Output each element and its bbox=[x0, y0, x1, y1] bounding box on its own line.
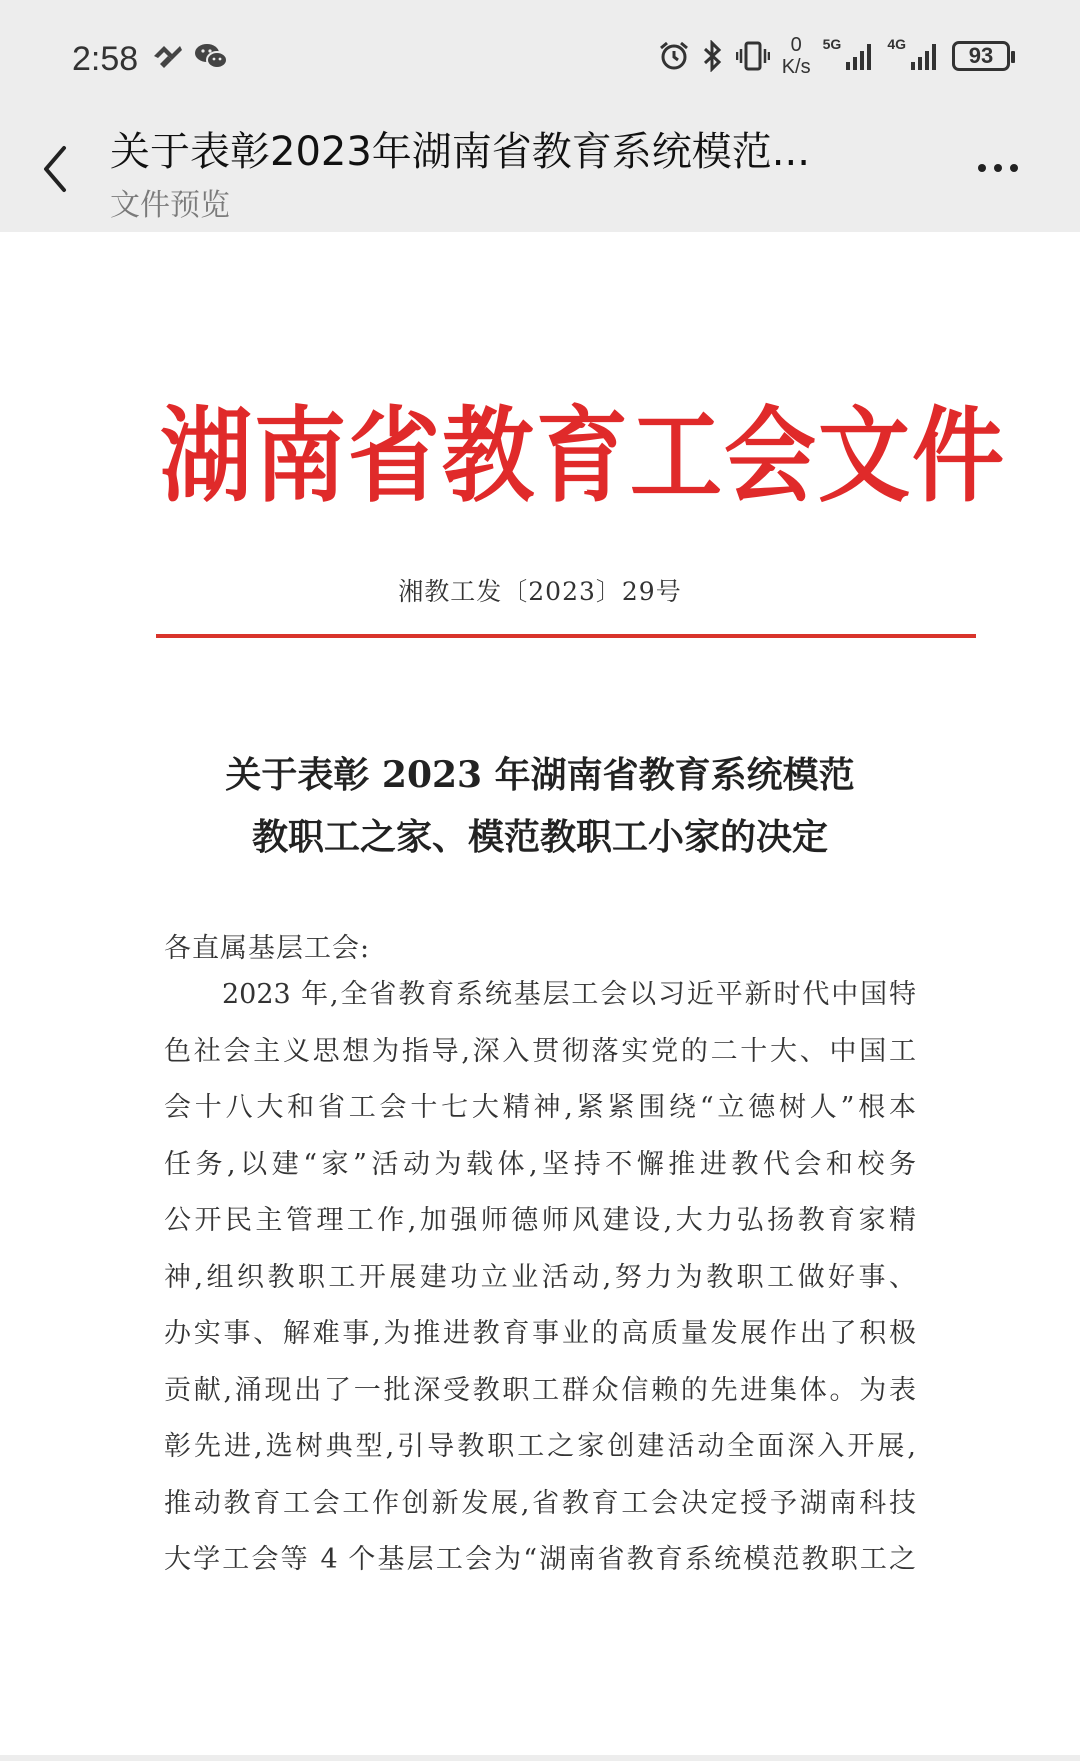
body-line: 推动教育工会工作创新发展,省教育工会决定授予湖南科技 bbox=[164, 1487, 916, 1519]
status-time: 2:58 bbox=[72, 40, 139, 78]
page-title: 关于表彰2023年湖南省教育系统模范... bbox=[110, 129, 810, 175]
signal-5g-icon bbox=[845, 40, 875, 72]
app-header bbox=[0, 108, 1080, 232]
body-line: 会十八大和省工会十七大精神,紧紧围绕“立德树人”根本 bbox=[164, 1092, 916, 1123]
body-line: 办实事、解难事,为推进教育事业的高质量发展作出了积极 bbox=[164, 1318, 916, 1349]
body-line: 贡献,涌现出了一批深受教职工群众信赖的先进集体。为表 bbox=[164, 1374, 916, 1406]
document-number: 湘教工发〔2023〕29号 bbox=[398, 577, 682, 606]
more-dot-icon bbox=[1010, 164, 1018, 172]
network-5g-label: 5G bbox=[822, 36, 842, 52]
wechat-icon bbox=[194, 42, 228, 70]
document-title bbox=[0, 744, 1080, 868]
body-line: 色社会主义思想为指导,深入贯彻落实党的二十大、中国工 bbox=[164, 1035, 916, 1067]
body-line: 彰先进,选树典型,引导教职工之家创建活动全面深入开展, bbox=[164, 1431, 916, 1462]
network-speed-unit: K/s bbox=[781, 56, 811, 78]
more-options-button[interactable] bbox=[968, 148, 1028, 188]
chevron-left-icon bbox=[40, 144, 70, 194]
body-line: 神,组织教职工开展建功立业活动,努力为教职工做好事、 bbox=[164, 1261, 916, 1293]
battery-indicator bbox=[952, 41, 1010, 71]
network-4g-label: 4G bbox=[887, 36, 906, 52]
app-notification-icon bbox=[152, 42, 184, 70]
page-subtitle: 文件预览 bbox=[110, 188, 230, 223]
signal-4g-icon bbox=[910, 40, 940, 72]
red-divider bbox=[156, 634, 976, 638]
bluetooth-icon bbox=[702, 40, 724, 72]
body-line: 2023 年,全省教育系统基层工会以习近平新时代中国特 bbox=[222, 979, 916, 1010]
document-preview[interactable] bbox=[0, 232, 1080, 1761]
document-title-line: 关于表彰 2023 年湖南省教育系统模范 bbox=[225, 754, 855, 796]
more-dot-icon bbox=[978, 164, 986, 172]
document-body bbox=[164, 967, 916, 1589]
battery-level: 93 bbox=[968, 43, 994, 68]
body-line: 公开民主管理工作,加强师德师风建设,大力弘扬教育家精 bbox=[164, 1205, 916, 1236]
network-speed-value: 0 bbox=[790, 34, 802, 56]
status-notification-icons bbox=[152, 42, 228, 70]
alarm-icon bbox=[658, 40, 690, 72]
bottom-edge bbox=[0, 1755, 1080, 1761]
back-button[interactable] bbox=[30, 134, 80, 204]
salutation: 各直属基层工会: bbox=[164, 933, 371, 964]
more-dot-icon bbox=[994, 164, 1002, 172]
document-header-title: 湖南省教育工会文件 bbox=[160, 395, 1007, 517]
status-bar bbox=[0, 0, 1080, 108]
body-line: 大学工会等 4 个基层工会为“湖南省教育系统模范教职工之 bbox=[164, 1544, 916, 1575]
document-title-line: 教职工之家、模范教职工小家的决定 bbox=[251, 816, 828, 858]
status-system-icons bbox=[658, 34, 1010, 78]
vibrate-icon bbox=[736, 40, 770, 72]
body-line: 任务,以建“家”活动为载体,坚持不懈推进教代会和校务 bbox=[164, 1148, 916, 1180]
network-speed bbox=[782, 34, 811, 78]
